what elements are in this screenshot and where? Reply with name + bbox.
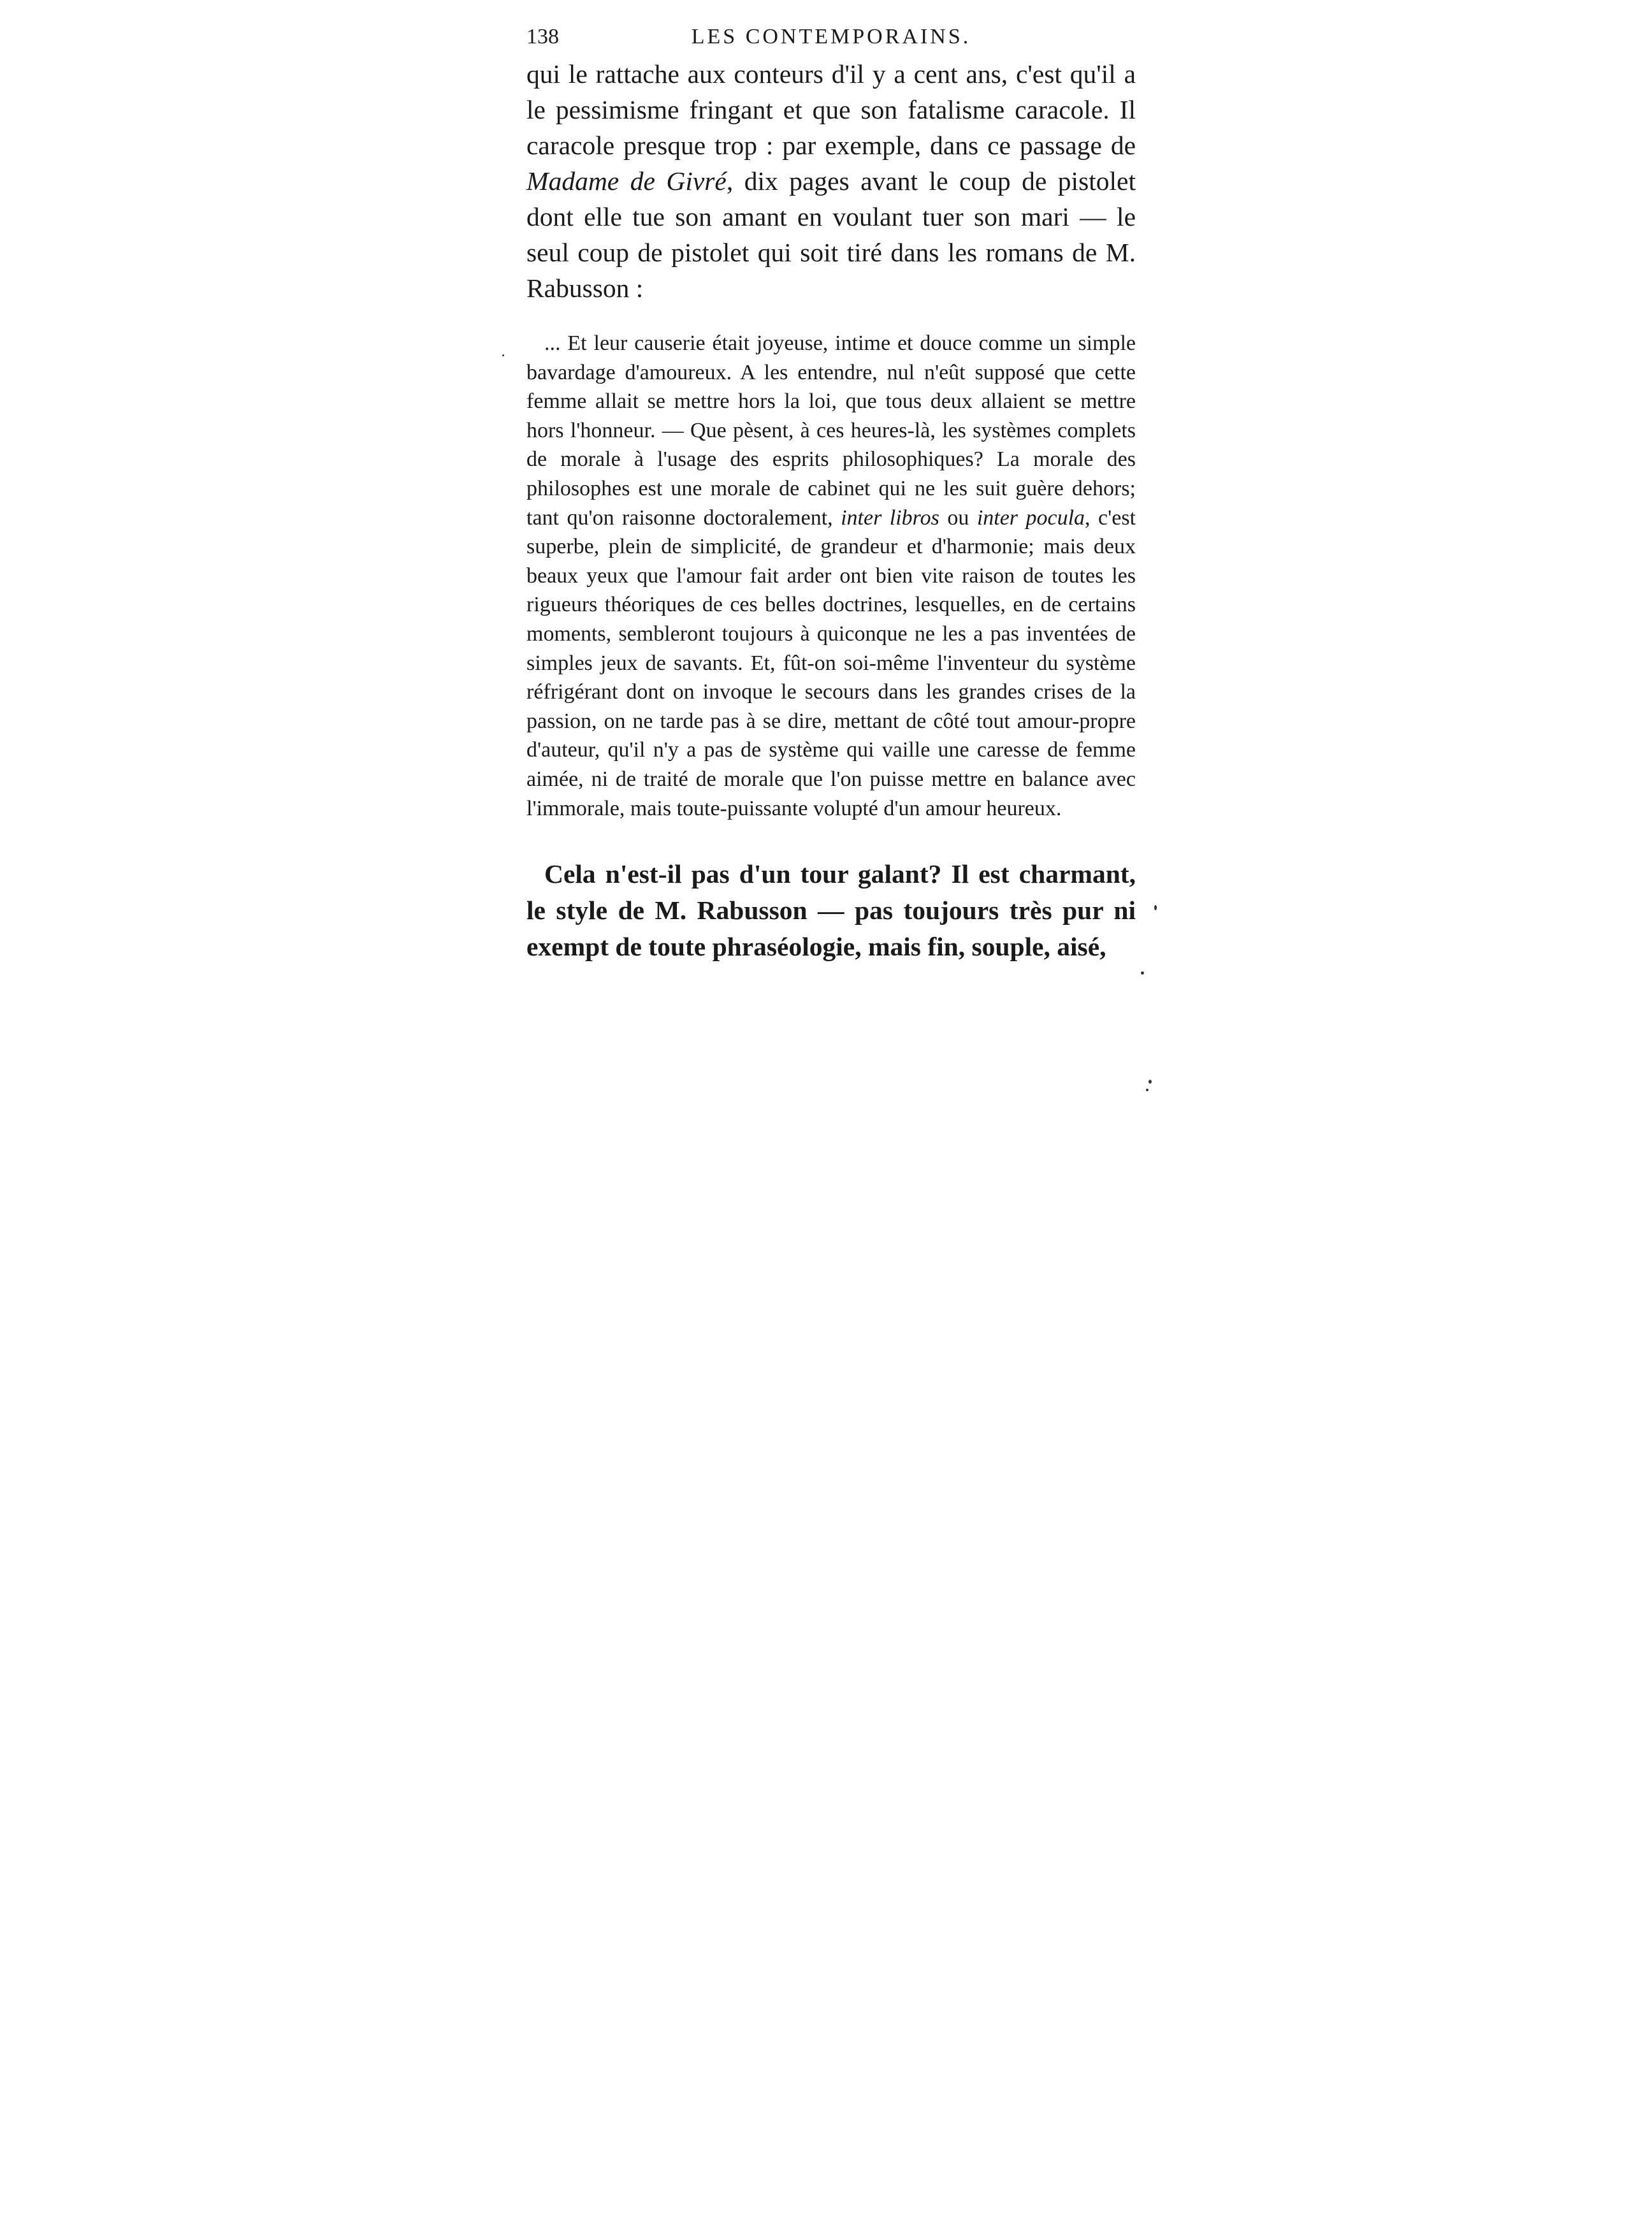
scan-speck: [1154, 905, 1157, 910]
scan-speck: [502, 354, 504, 356]
latin-phrase: inter pocula: [976, 505, 1085, 530]
scan-speck: [1148, 1080, 1152, 1084]
book-title: Madame de Givré: [526, 166, 727, 196]
quote-text-part: ou: [939, 505, 977, 530]
text-column: [526, 18, 1136, 965]
quote-text-part: , c'est superbe, plein de simplicité, de grandeur et d'harmonie; mais deux beaux yeux que l'amour fait arder ont bien vite raison de toutes les rigueurs théoriques de ces belles doctrines, lesquelles, en de certains moments, sembleront toujours à quiconque ne les a pas inventées de simples jeux de savants. Et, fût-on soi-même l'inventeur du système réfrigérant dont on invoque le secours dans les grandes crises de la passion, on ne tarde pas à se dire, mettant de côté tout amour-propre d'auteur, qu'il n'y a pas de système qui vaille une caresse de femme aimée, ni de traité de morale que l'on puisse mettre en balance avec l'immorale, mais toute-puissante volupté d'un amour heureux.: [526, 505, 1136, 820]
page-number: 138: [526, 25, 559, 48]
running-title: LES CONTEMPORAINS.: [691, 25, 971, 48]
body-text-part: qui le rattache aux conteurs d'il y a cent ans, c'est qu'il a le pessimisme fringant et que son fatalisme caracole. Il caracole presque trop : par exemple, dans ce passage de: [526, 59, 1136, 160]
body-text-part: , dix pages avant le coup de pistolet dont elle tue son amant en voulant tuer son mari — le seul coup de pistolet qui soit tiré dans les romans de M. Rabusson :: [526, 166, 1136, 303]
body-paragraph: [526, 56, 1136, 306]
closing-paragraph: Cela n'est-il pas d'un tour galant? Il est charmant, le style de M. Rabusson — pas toujours très pur ni exempt de toute phraséologie, mais fin, souple, aisé,: [526, 859, 1136, 962]
scan-speck: [1141, 971, 1144, 975]
latin-phrase: inter libros: [841, 505, 939, 530]
block-quotation: [526, 329, 1136, 823]
scan-speck: [1146, 1089, 1148, 1091]
quote-text-part: ... Et leur causerie était joyeuse, intime et douce comme un simple bavardage d'amoureux. A les entendre, nul n'eût supposé que cette femme allait se mettre hors la loi, que tous deux allaient se mettre hors l'honneur. — Que pèsent, à ces heures-là, les systèmes complets de morale à l'usage des esprits philosophiques? La morale des philosophes est une morale de cabinet qui ne les suit guère dehors; tant qu'on raisonne doctoralement,: [526, 331, 1136, 530]
running-head: [526, 18, 1136, 56]
